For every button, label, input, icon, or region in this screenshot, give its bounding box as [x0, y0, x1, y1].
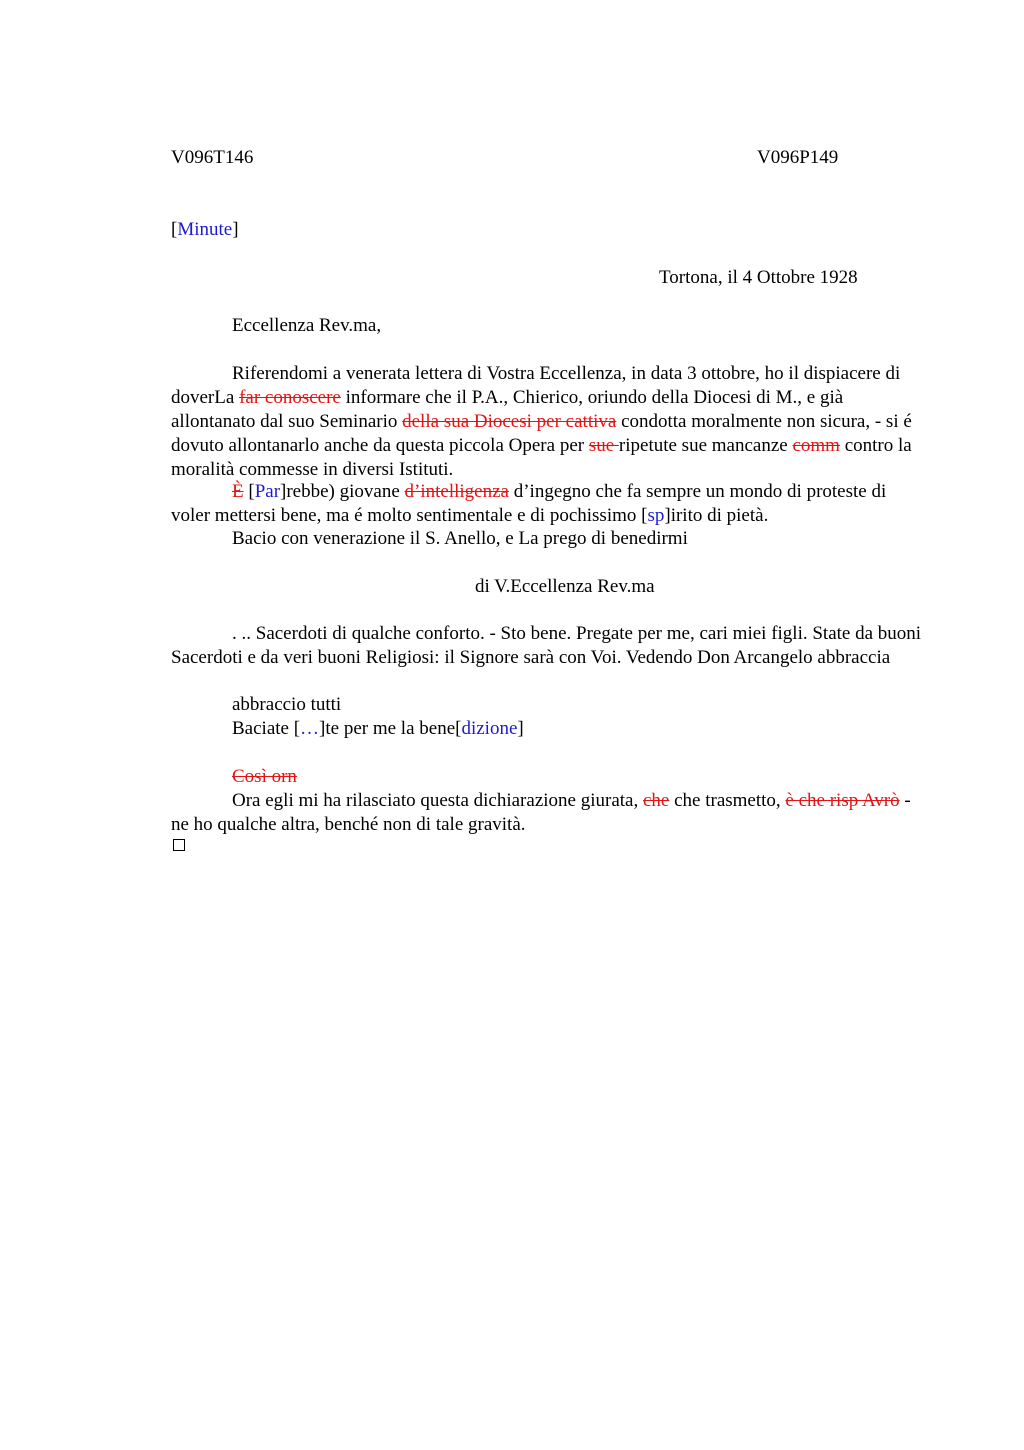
paragraph-2 [171, 480, 926, 528]
text-run: - ne ho qualche altra, benché non di tale gravità. [171, 790, 911, 835]
minute-bracket-open: [ [171, 219, 178, 240]
text-run: Riferendomi a venerata lettera di Vostra Eccellenza, in data 3 ottobre, ho il dispiacere di doverLa [171, 363, 901, 408]
deleted-text: sue [588, 435, 619, 456]
text-run: d’ingegno che fa sempre un mondo di proteste di voler mettersi bene, ma é molto sentimentale e di pochissimo [ [171, 481, 887, 526]
paragraph-1 [171, 362, 926, 482]
text-run: Baciate [ [232, 718, 301, 739]
line-abbraccio: abbraccio tutti [232, 694, 342, 715]
text-run: [ [243, 481, 255, 502]
deleted-text: Avrò [861, 790, 900, 811]
text-run: Ora egli mi ha rilasciato questa dichiarazione giurata, [232, 790, 643, 811]
line-baciate [232, 717, 524, 741]
editorial-insertion: Par [254, 481, 281, 502]
text-run: ]rebbe) giovane [280, 481, 405, 502]
deleted-text: far conoscere [239, 387, 341, 408]
minute-bracket-close: ] [232, 219, 239, 240]
deleted-text: d’intelligenza [404, 481, 509, 502]
deleted-text: È [232, 481, 244, 502]
text-run: ] [517, 718, 524, 739]
deleted-text: comm [792, 435, 840, 456]
paragraph-5 [171, 789, 926, 837]
closing-formula: di V.Eccellenza Rev.ma [475, 576, 655, 597]
text-run: ]te per me la bene[ [319, 718, 462, 739]
text-run: condotta moralmente non sicura, - si é dovuto allontanarlo anche da questa piccola Opera per [171, 411, 912, 456]
text-run: ]irito di pietà. [664, 505, 769, 526]
minute-label [171, 218, 239, 242]
editorial-insertion: sp [647, 505, 665, 526]
struck-line: Così orn [232, 766, 297, 787]
paragraph-3: Bacio con venerazione il S. Anello, e La prego di benedirmi [232, 528, 688, 549]
text-run: ripetute sue mancanze [618, 435, 793, 456]
text-run: informare che il P.A., Chierico, oriundo della Diocesi di M., e già allontanato dal suo Seminario [171, 387, 844, 432]
dateline: Tortona, il 4 Ottobre 1928 [659, 267, 858, 288]
deleted-text: della sua Diocesi per cattiva [402, 411, 617, 432]
archive-code-right: V096P149 [757, 147, 839, 168]
text-run: che trasmetto, [669, 790, 786, 811]
deleted-text: è che risp [785, 790, 862, 811]
editorial-insertion: … [300, 718, 320, 739]
deleted-text: che [642, 790, 670, 811]
minute-word: Minute [177, 219, 233, 240]
checkbox-square-icon [173, 839, 185, 851]
text-run: contro la moralità commesse in diversi Istituti. [171, 435, 912, 480]
archive-code-left: V096T146 [171, 147, 254, 168]
salutation: Eccellenza Rev.ma, [232, 315, 382, 336]
editorial-insertion: dizione [461, 718, 518, 739]
paragraph-4: . .. Sacerdoti di qualche conforto. - Sto bene. Pregate per me, cari miei figli. State da buoni Sacerdoti e da veri buoni Religiosi: il Signore sarà con Voi. Vedendo Don Arcangelo abbraccia [171, 623, 922, 668]
